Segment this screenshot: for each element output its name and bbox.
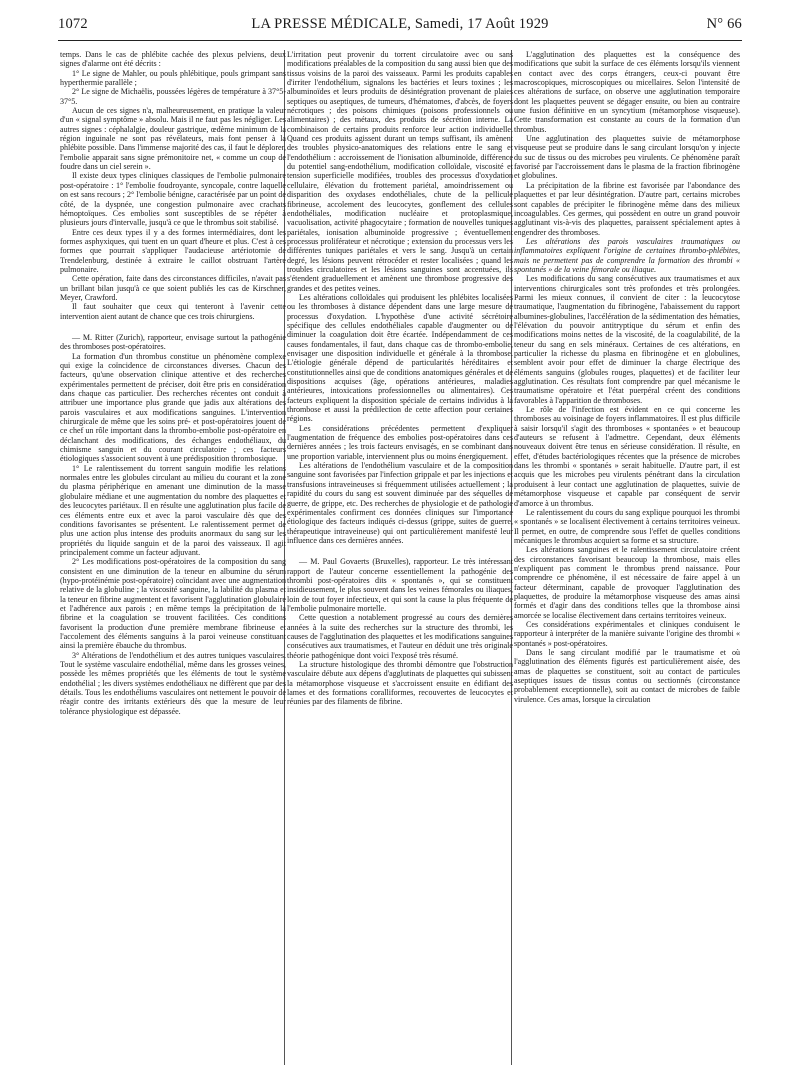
paragraph: Le rôle de l'infection est évident en ce qui concerne les thromboses au voisinage de foyers inflammatoires. Il est plus difficile à saisir lorsqu'il s'agit des thromboses « spontanées » et beaucoup d'auteurs se refusent à l'admettre. Cependant, deux éléments nouveaux doivent être tenus en sérieuse considération. Il résulte, en effet, d'études bactériologiques récentes que la présence de microbes dans les thrombi « spontanés » serait habituelle. D'autre part, il est acquis que les microbes peu virulents pénétrant dans la circulation produisent à leur contact une agglutination de plaquettes, suivie de métamorphose visqueuse et capable par conséquent de servir d'amorce à un thrombus. <box>514 405 740 508</box>
paragraph: Aucun de ces signes n'a, malheureusement, en pratique la valeur d'un « signal symptôme » absolu. Mais il ne faut pas les négliger. Les autres signes : céphalalgie, douleur gastrique, œdème minimum de la région inguinale ne sont pas révélateurs, mais font penser à la phlébite possible. Dans l'immense majorité des cas, il faut le déplorer, l'embolie apparait sans signe prémonitoire net, « comme un coup de foudre dans un ciel serein ». <box>60 106 286 172</box>
paragraph: Les altérations de l'endothélium vasculaire et de la composition sanguine sont favorisées par l'infection grippale et par les injections et transfusions intraveineuses si fréquemment utilisées actuellement ; la rapidité du cours du sang est souvent diminuée par des séquelles de guerre, de grippe, etc. Des recherches de physiologie et de pathologie expérimentales confirment ces données cliniques sur l'importance étiologique des facteurs indiqués ci-dessus (grippe, suites de guerre, thérapeutique intraveineuse) qui ont particulièrement manifesté leur influence dans ces dernières années. <box>287 461 513 545</box>
text-column-1 <box>60 50 286 1070</box>
paragraph: L'agglutination des plaquettes est la conséquence des modifications que subit la surface de ces éléments lorsqu'ils viennent en contact avec des corps étrangers, ceux-ci pouvant être macroscopiques, microscopiques ou micellaires. Selon l'intensité de ces altérations de surface, on observe une agglutination temporaire dont les plaquettes peuvent se dégager ensuite, ou bien au contraire une fusion définitive en un syncytium (métamorphose visqueuse). Cette transformation est constante au cours de la formation d'un thrombus. <box>514 50 740 134</box>
paragraph: Les considérations précédentes permettent d'expliquer l'augmentation de fréquence des embolies post-opératoires dans ces dernières années ; les trois facteurs envisagés, en se combinant dans une proportion variable, interviennent plus ou moins énergiquement. <box>287 423 513 461</box>
paragraph: Dans le sang circulant modifié par le traumatisme et où l'agglutination des éléments figurés est particulièrement aisée, des amas de plaquettes se constituent, soit au contact de particules aseptiques issues de tissus contus ou sectionnés (circonstance probablement exceptionnelle), soit au contact de microbes de faible virulence. Ces amas, lorsque la circulation <box>514 648 740 704</box>
paragraph: temps. Dans le cas de phlébite cachée des plexus pelviens, deux signes d'alarme ont été décrits : <box>60 50 286 69</box>
paragraph: 1° Le ralentissement du torrent sanguin modifie les relations normales entre les globules circulant au milieu du courant et la zone du plasma périphérique en amenant une diminution de la masse globulaire médiane et une augmentation du nombre des plaquettes et des leucocytes pariétaux. Il en résulte une agglutination plus facile de ces éléments entre eux et avec la paroi vasculaire dès que des conditions favorisantes se présentent. Le ralentissement permet de plus une action plus intense des produits anormaux du sang sur les propriétés du liquide sanguin et de la paroi des vaisseaux. Il agit principalement comme un facteur adjuvant. <box>60 463 286 557</box>
paragraph: Cette opération, faite dans des circonstances difficiles, n'avait pas un brillant bilan jusqu'à ce que soient publiés les cas de Kirschner, Meyer, Crawford. <box>60 274 286 302</box>
paragraph: Le ralentissement du cours du sang explique pourquoi les thrombi « spontanés » se localisent électivement à certains territoires veineux. Il permet, en outre, de comprendre sous l'effet de quelles conditions mécaniques le thrombus acquiert sa forme et sa structure. <box>514 507 740 545</box>
paragraph: — M. Ritter (Zurich), rapporteur, envisage surtout la pathogénie des thromboses post-opératoires. <box>60 332 286 352</box>
paragraph: L'irritation peut provenir du torrent circulatoire avec ou sans modifications préalables de la composition du sang aussi bien que des tissus voisins de la paroi des vaisseaux. Parmi les produits capables d'irriter l'endothélium, signalons les bactéries et leurs toxines ; les albuminoïdes et leurs produits de désintégration provenant de plaies septiques ou aseptiques, de tumeurs, d'hématomes, d'abcès, de foyers nécrotiques ; des poisons chimiques (poisons professionnels ou alimentaires) ; des métaux, des produits de sécrétion interne. La combinaison de certains produits renforce leur action individuelle. Quand ces produits agissent durant un temps suffisant, ils amènent des troubles physico-anatomiques des relations entre le sang et l'endothélium : accroissement de l'ionisation albuminoïde, différence du potentiel sang-endothélium, modification colloïdale, viscosité et tension superficielle modifiées, troubles des processus d'oxydation cellulaire, élévation du frottement pariétal, amoindrissement ou disparition des oxydases endothéliales, chute de la pellicule fibrineuse, accolement des leucocytes, gonflement des cellules endothéliales, modification nucléaire et protoplasmique, vacuolisation, activité phagocytaire ; formation de nouvelles tuniques pariétales, ionisation albuminoïde progressive ; éventuellement processus proliférateur et nécrotique ; extension du processus vers les différentes tuniques pariétales et vers le sang. Jusqu'à un certain degré, les lésions peuvent rétrocéder et rester localisées ; quand les troubles circulatoires et les lésions sanguines sont accentuées, ils s'étendent graduellement et amènent une thrombose progressive des grandes et des petites veines. <box>287 50 513 293</box>
paragraph: Les modifications du sang consécutives aux traumatismes et aux interventions chirurgicales sont très profondes et très prolongées. Parmi les mieux connues, il convient de citer : la leucocytose traumatique, l'augmentation du fibrinogène, l'abaissement du rapport albumines-globulines, l'accélération de la sédimentation des hématies, l'élévation du pouvoir antitryptique du sérum et enfin des modifications moins nettes de la viscosité, de la coagulabilité, de la teneur du sang en sels minéraux. Certaines de ces altérations, en particulier la richesse du plasma en fibrinogène et en globulines, semblent avoir pour effet de diminuer la charge électrique des éléments sanguins (globules rouges, plaquettes) et de faciliter leur agglutination. Ces résultats font comprendre par quel mécanisme le traumatisme opératoire et l'état puerpéral créent des conditions favorables à l'apparition de thromboses. <box>514 274 740 405</box>
paragraph: La précipitation de la fibrine est favorisée par l'abondance des plaquettes et par leur désintégration. D'autre part, certains microbes sont capables de précipiter le fibrinogène même dans des milieux incoagulables. Ces germes, qui possèdent en outre un grand pouvoir agglutinant vis-à-vis des plaquettes, paraissent spécialement aptes à engendrer des thromboses. <box>514 180 740 237</box>
paragraph: — M. Paul Govaerts (Bruxelles), rapporteur. Le très intéressant rapport de l'auteur concerne essentiellement la pathogénie des thrombi post-opératoires dits « spontanés », qui se constituent insidieusement, le plus souvent dans les veines fémorales ou iliaques, loin de tout foyer infectieux, et qui sont la cause la plus fréquente de l'embolie pulmonaire mortelle. <box>287 557 513 613</box>
paragraph: 2° Les modifications post-opératoires de la composition du sang consistent en une diminution de la teneur en albumine du sérum (hypo-protéinémie post-opératoire) coïncidant avec une augmentation relative de la globuline ; la viscosité sanguine, la labilité du plasma et la teneur en fibrine augmentent et favorisent l'agglutination globulaire et l'adhérence aux parois ; en même temps la précipitation de la fibrine et la coagulation se trouvent facilitées. Ces conditions favorisent la production d'une première membrane fibrineuse et l'accolement des éléments sanguins à la paroi veineuse constituant ainsi la première ébauche du thrombus. <box>60 557 286 651</box>
paragraph: 2° Le signe de Michaëlis, poussées légères de température à 37°5-37°5. <box>60 87 286 106</box>
page-number: 1072 <box>58 16 88 32</box>
journal-title: LA PRESSE MÉDICALE, Samedi, 17 Août 1929 <box>251 16 549 32</box>
paragraph: Entre ces deux types il y a des formes intermédiaires, dont les formes asphyxiques, qui tuent en un quart d'heure et plus. C'est à ces formes que pourrait s'appliquer l'audacieuse artériotomie de Trendelenburg, destinée à extraire le caillot obstruant l'artère pulmonaire. <box>60 227 286 274</box>
paragraph: 3° Altérations de l'endothélium et des autres tuniques vasculaires. Tout le système vasculaire endothélial, même dans les grosses veines, possède les mêmes propriétés que les éléments de tout le système endothélial ; les divers systèmes endothéliaux ne diffèrent que par des détails. Tous les endothéliums vasculaires ont nettement le pouvoir de réagir contre des irritants extérieurs dès que la mesure de leur tolérance physiologique est dépassée. <box>60 650 286 716</box>
issue-number: N° 66 <box>706 16 742 32</box>
paragraph: Une agglutination des plaquettes suivie de métamorphose visqueuse peut se produire dans le sang circulant lorsqu'on y injecte du suc de tissus ou des microbes peu virulents. Ce phénomène paraît favorisé par l'accroissement dans le plasma de la fraction fibrinogène et globulines. <box>514 134 740 181</box>
header-rule <box>58 40 742 41</box>
paragraph: Les altérations colloïdales qui produisent les phlébites localisées ou les thromboses à distance dépendent dans une large mesure de processus d'oxydation. L'hypothèse d'une activité sécrétoire spécifique des cellules endothéliales capable d'augmenter ou de diminuer la coagulation doit être écartée. Indépendamment de ces causes fondamentales, il faut, dans chaque cas de thrombo-embolie, envisager une disposition individuelle et générale à la thrombose. L'étiologie générale dépend de particularités héréditaires et constitutionnelles ainsi que de conditions anatomiques générales et de dispositions acquises (âge, opérations antérieures, maladies antérieures, intoxications professionnelles ou alimentaires). Ces facteurs expliquent la disposition spéciale de certains individus à la thrombose et aussi la prédilection de cette affection pour certaines régions. <box>287 292 513 424</box>
paragraph: Il faut souhaiter que ceux qui tenteront à l'avenir cette intervention aient autant de chance que ces trois chirurgiens. <box>60 302 286 321</box>
paragraph: Les altérations des parois vasculaires traumatiques ou inflammatoires expliquent l'origine de certaines thrombo-phlébites, mais ne permettent pas de comprendre la formation des thrombi « spontanés » de la veine fémorale ou iliaque. <box>514 236 740 274</box>
text-column-2 <box>287 50 513 1070</box>
paragraph: La structure histologique des thrombi démontre que l'obstruction vasculaire débute aux dépens d'agglutinats de plaquettes qui subissent la métamorphose visqueuse et s'accroissent ensuite en édifiant des lames et des formations coralliformes, recouvertes de leucocytes et réunies par des filaments de fibrine. <box>287 660 513 707</box>
paragraph: Il existe deux types cliniques classiques de l'embolie pulmonaire post-opératoire : 1° l'embolie foudroyante, syncopale, contre laquelle on est sans recours ; 2° l'embolie bénigne, caractérisée par un point de côté, de la dyspnée, une congestion pulmonaire avec crachats hémoptoïques. Ces embolies sont susceptibles de se répéter à plusieurs jours d'intervalle, jusqu'à ce que le thrombus soit stabilisé. <box>60 171 286 228</box>
paragraph: La formation d'un thrombus constitue un phénomène complexe qui exige la coïncidence de circonstances diverses. Chacun des facteurs, qu'une observation clinique attentive et des recherches expérimentales permettent de préciser, doit être pris en considération dans chaque cas particulier. Des recherches récentes ont conduit à attribuer une importance plus grande que jadis aux altérations des parois vasculaires et aux modifications sanguines. L'intervention chirurgicale de même que les soins pré- et post-opératoires jouent de ce chef un rôle important dans la thrombo-embolie post-opératoire en déclanchant des modifications, des échanges endothéliaux, du chimisme sanguin et du courant circulatoire ; ces facteurs étiologiques s'associent souvent à une prédisposition thrombosique. <box>60 351 286 464</box>
paragraph: Ces considérations expérimentales et cliniques conduisent le rapporteur à interpréter de la manière suivante l'origine des thrombi « spontanés » post-opératoires. <box>514 619 740 648</box>
text-column-3 <box>514 50 740 1070</box>
paragraph: Les altérations sanguines et le ralentissement circulatoire créent des circonstances favorisant beaucoup la thrombose, mais elles n'expliquent pas comment le thrombus prend naissance. Pour comprendre ce phénomène, il est nécessaire de faire appel à un facteur déterminant, capable de provoquer l'agglutination des plaquettes, de produire la métamorphose visqueuse des amas ainsi formés et d'agir dans des conditions telles que la thrombose ainsi amorcée se localise électivement dans certains territoires veineux. <box>514 545 740 620</box>
paragraph: 1° Le signe de Mahler, ou pouls phlébitique, pouls grimpant sans hyperthermie parallèle ; <box>60 68 286 88</box>
page-header <box>58 16 742 42</box>
paragraph: Cette question a notablement progressé au cours des dernières années à la suite des recherches sur la structure des thrombi, les causes de l'agglutination des plaquettes et les modifications sanguines consécutives aux traumatismes, et l'auteur en déduit une très originale théorie pathogénique dont voici l'exposé très résumé. <box>287 613 513 660</box>
